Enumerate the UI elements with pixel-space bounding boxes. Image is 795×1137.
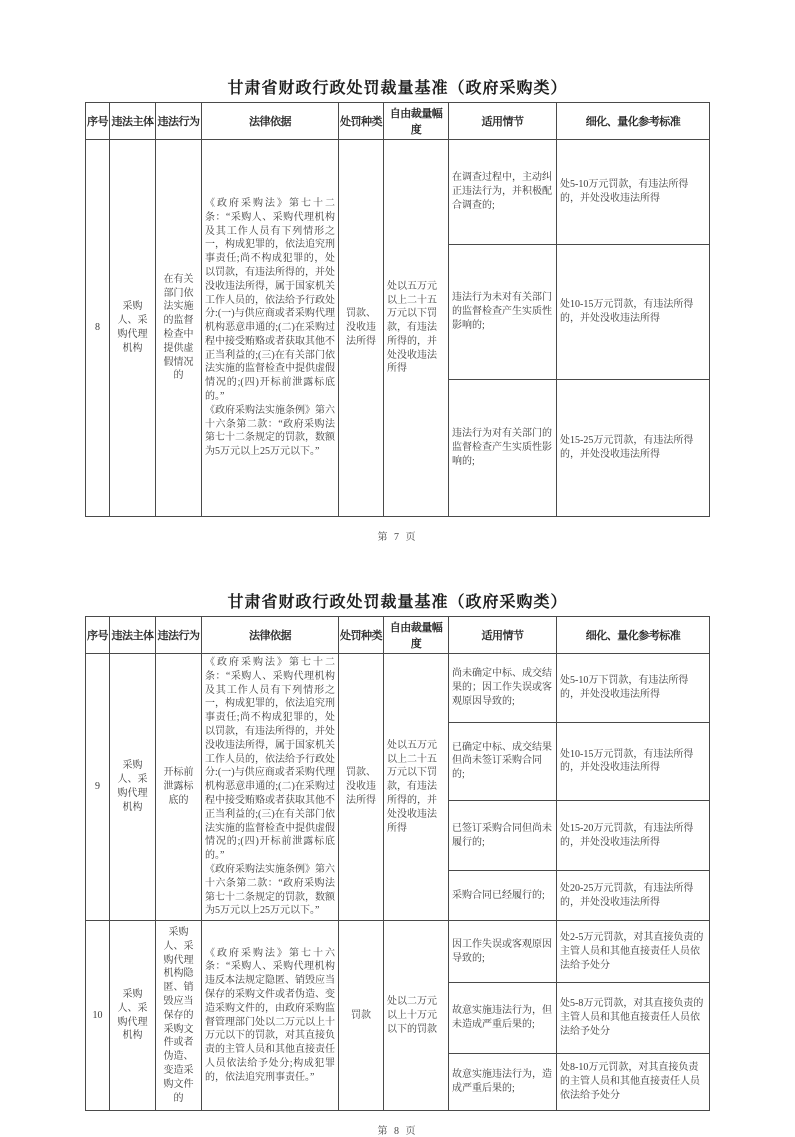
cell-subject: 采购人、采购代理机构 [110, 921, 156, 1111]
cell-subject: 采购人、采购代理机构 [110, 654, 156, 921]
col-header-standard: 细化、量化参考标准 [557, 103, 710, 140]
cell-situation: 故意实施违法行为，造成严重后果的; [449, 1054, 557, 1111]
cell-situation: 违法行为未对有关部门的监督检查产生实质性影响的; [449, 245, 557, 380]
col-header-penalty-type: 处罚种类 [339, 617, 384, 654]
cell-serial-number: 9 [86, 654, 110, 921]
cell-discretion-range: 处以五万元以上二十五万元以下罚款，有违法所得的，并处没收违法所得 [384, 654, 449, 921]
col-header-penalty-type: 处罚种类 [339, 103, 384, 140]
col-header-legal-basis: 法律依据 [202, 617, 339, 654]
col-header-situation: 适用情节 [449, 617, 557, 654]
cell-behavior: 开标前泄露标底的 [156, 654, 202, 921]
page-title: 甘肃省财政行政处罚裁量基准（政府采购类） [227, 80, 568, 97]
legal-basis-part-2: 《政府采购法实施条例》第六十六条第二款：“政府采购法第七十二条规定的罚款，数额为5万元以上25万元以下。” [205, 404, 335, 458]
cell-standard: 处15-20万元罚款，有违法所得的，并处没收违法所得 [557, 801, 710, 871]
cell-situation: 违法行为对有关部门的监督检查产生实质性影响的; [449, 380, 557, 517]
cell-legal-basis [202, 921, 339, 1111]
col-header-discretion-range: 自由裁量幅度 [384, 617, 449, 654]
cell-situation: 在调查过程中，主动纠正违法行为，并积极配合调查的; [449, 140, 557, 245]
col-header-subject: 违法主体 [110, 617, 156, 654]
cell-penalty-type: 罚款、没收违法所得 [339, 654, 384, 921]
cell-serial-number: 8 [86, 140, 110, 517]
table-row [86, 654, 710, 723]
page-number: 第 8 页 [377, 1126, 418, 1137]
cell-situation: 采购合同已经履行的; [449, 871, 557, 921]
cell-behavior: 采购人、采购代理机构隐匿、销毁应当保存的采购文件或者伪造、变造采购文件的 [156, 921, 202, 1111]
col-header-discretion-range: 自由裁量幅度 [384, 103, 449, 140]
cell-situation: 已确定中标、成交结果但尚未签订采购合同的; [449, 722, 557, 801]
legal-basis-part-1: 《政府采购法》第七十二条：“采购人、采购代理机构及其工作人员有下列情形之一，构成犯罪的，依法追究刑事责任;尚不构成犯罪的，处以罚款，有违法所得的，并处没收违法所得，属于国家机关工作人员的，依法给予行政处分:(一)与供应商或者采购代理机构恶意串通的;(二)在采购过程中接受贿赂或者获取其他不正当利益的;(三)在有关部门依法实施的监督检查中提供虚假情况的;(四)开标前泄露标底的。” [205, 657, 335, 862]
cell-standard: 处10-15万元罚款，有违法所得的，并处没收违法所得 [557, 722, 710, 801]
table-row [86, 921, 710, 983]
cell-subject: 采购人、采购代理机构 [110, 140, 156, 517]
cell-situation: 故意实施违法行为，但未造成严重后果的; [449, 983, 557, 1054]
penalty-standard-table [85, 616, 710, 1111]
legal-basis-part-2: 《政府采购法实施条例》第六十六条第二款：“政府采购法第七十二条规定的罚款，数额为5万元以上25万元以下。” [205, 863, 335, 917]
cell-situation: 尚未确定中标、成交结果的；因工作失误或客观原因导致的; [449, 654, 557, 723]
cell-discretion-range: 处以二万元以上十万元以下的罚款 [384, 921, 449, 1111]
legal-basis-part-1: 《政府采购法》第七十六条：“采购人、采购代理机构违反本法规定隐匿、销毁应当保存的采购文件或者伪造、变造采购文件的，由政府采购监督管理部门处以二万元以上十万元以下的罚款，对其直接负责的主管人员和其他直接责任人员依法给予处分;构成犯罪的，依法追究刑事责任。” [205, 947, 335, 1083]
col-header-situation: 适用情节 [449, 103, 557, 140]
cell-situation: 因工作失误或客观原因导致的; [449, 921, 557, 983]
cell-standard: 处20-25万元罚款，有违法所得的，并处没收违法所得 [557, 871, 710, 921]
cell-penalty-type: 罚款 [339, 921, 384, 1111]
cell-penalty-type: 罚款、没收违法所得 [339, 140, 384, 517]
col-header-standard: 细化、量化参考标准 [557, 617, 710, 654]
col-header-subject: 违法主体 [110, 103, 156, 140]
col-header-serial: 序号 [86, 617, 110, 654]
cell-legal-basis [202, 654, 339, 921]
cell-situation: 已签订采购合同但尚未履行的; [449, 801, 557, 871]
cell-standard: 处5-8万元罚款，对其直接负责的主管人员和其他直接责任人员依法给予处分 [557, 983, 710, 1054]
col-header-serial: 序号 [86, 103, 110, 140]
document-page-8 [0, 589, 795, 1137]
cell-standard: 处8-10万元罚款，对其直接负责的主管人员和其他直接责任人员依法给予处分 [557, 1054, 710, 1111]
cell-standard: 处5-10万下罚款，有违法所得的，并处没收违法所得 [557, 654, 710, 723]
cell-discretion-range: 处以五万元以上二十五万元以下罚款，有违法所得的，并处没收违法所得 [384, 140, 449, 517]
page-number: 第 7 页 [377, 532, 418, 543]
document-page-7 [0, 75, 795, 543]
table-row [86, 140, 710, 245]
page-title: 甘肃省财政行政处罚裁量基准（政府采购类） [227, 594, 568, 611]
penalty-standard-table [85, 102, 710, 517]
cell-serial-number: 10 [86, 921, 110, 1111]
legal-basis-part-1: 《政府采购法》第七十二条：“采购人、采购代理机构及其工作人员有下列情形之一，构成犯罪的，依法追究刑事责任;尚不构成犯罪的，处以罚款，有违法所得的，并处没收违法所得，属于国家机关工作人员的，依法给予行政处分:(一)与供应商或者采购代理机构恶意串通的;(二)在采购过程中接受贿赂或者获取其他不正当利益的;(三)在有关部门依法实施的监督检查中提供虚假情况的;(四)开标前泄露标底的。” [205, 197, 335, 403]
cell-standard: 处5-10万元罚款，有违法所得的，并处没收违法所得 [557, 140, 710, 245]
cell-standard: 处15-25万元罚款，有违法所得的，并处没收违法所得 [557, 380, 710, 517]
table-header-row [86, 103, 710, 140]
cell-behavior: 在有关部门依法实施的监督检查中提供虚假情况的 [156, 140, 202, 517]
table-header-row [86, 617, 710, 654]
col-header-behavior: 违法行为 [156, 103, 202, 140]
col-header-behavior: 违法行为 [156, 617, 202, 654]
cell-standard: 处2-5万元罚款，对其直接负责的主管人员和其他直接责任人员依法给予处分 [557, 921, 710, 983]
col-header-legal-basis: 法律依据 [202, 103, 339, 140]
cell-legal-basis [202, 140, 339, 517]
cell-standard: 处10-15万元罚款，有违法所得的，并处没收违法所得 [557, 245, 710, 380]
